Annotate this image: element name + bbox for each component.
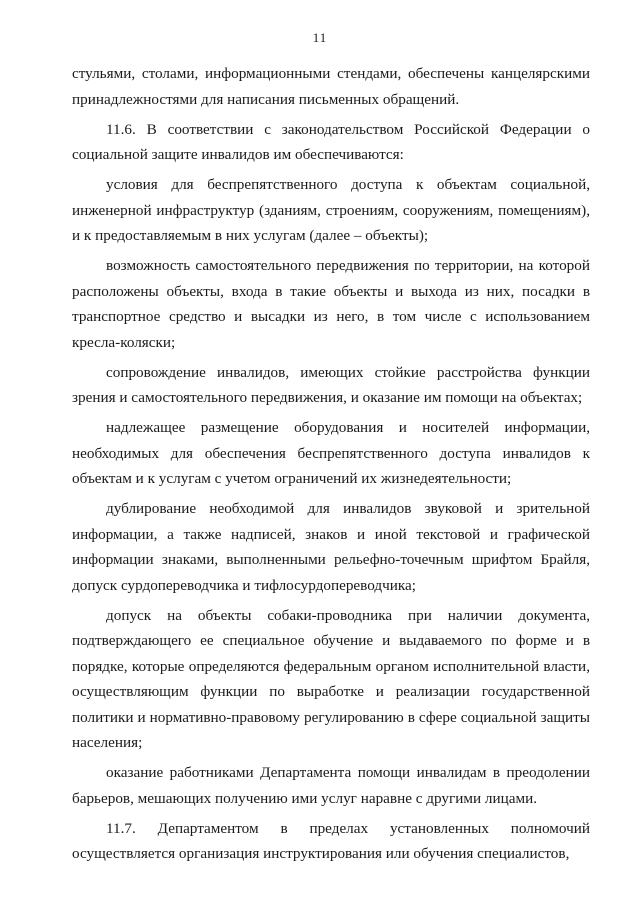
paragraph-equipment-placement: надлежащее размещение оборудования и носителей информации, необходимых для обеспечения беспрепятственного доступа инвалидов к объектам и к услугам с учетом ограничений их жизнедеятельности; — [72, 419, 590, 487]
document-body — [72, 61, 590, 871]
page-number: 11 — [312, 30, 328, 45]
paragraph-continuation: стульями, столами, информационными стендами, обеспечены канцелярскими принадлежностями для написания письменных обращений. — [72, 65, 590, 108]
paragraph-escort: сопровождение инвалидов, имеющих стойкие расстройства функции зрения и самостоятельного передвижения, и оказание им помощи на объектах; — [72, 363, 590, 406]
paragraph-movement: возможность самостоятельного передвижения по территории, на которой расположены объекты, входа в такие объекты и выхода из них, посадки в транспортное средство и высадки из него, в том числе с использованием кресла-коляски; — [72, 257, 590, 351]
paragraph-access-conditions: условия для беспрепятственного доступа к объектам социальной, инженерной инфраструктур (зданиям, строениям, сооружениям, помещениям), и к предоставляемым в них услугам (далее – объекты); — [72, 176, 590, 244]
paragraph-guide-dog: допуск на объекты собаки-проводника при наличии документа, подтверждающего ее специальное обучение и выдаваемого по форме и в порядке, которые определяются федеральным органом исполнительной власти, осуществляющим функции по выработке и реализации государственной политики и нормативно-правовому регулированию в сфере социальной защиты населения; — [72, 606, 590, 751]
paragraph-information-duplication: дублирование необходимой для инвалидов звуковой и зрительной информации, а также надписей, знаков и иной текстовой и графической информации знаками, выполненными рельефно-точечным шрифтом Брайля, допуск сурдопереводчика и тифлосурдопереводчика; — [72, 500, 590, 594]
paragraph-11-6: 11.6. В соответствии с законодательством Российской Федерации о социальной защите инвалидов им обеспечиваются: — [72, 120, 590, 163]
paragraph-11-7: 11.7. Департаментом в пределах установленных полномочий осуществляется организация инструктирования или обучения специалистов, — [72, 819, 590, 862]
paragraph-staff-assistance: оказание работниками Департамента помощи инвалидам в преодолении барьеров, мешающих получению ими услуг наравне с другими лицами. — [72, 764, 590, 807]
